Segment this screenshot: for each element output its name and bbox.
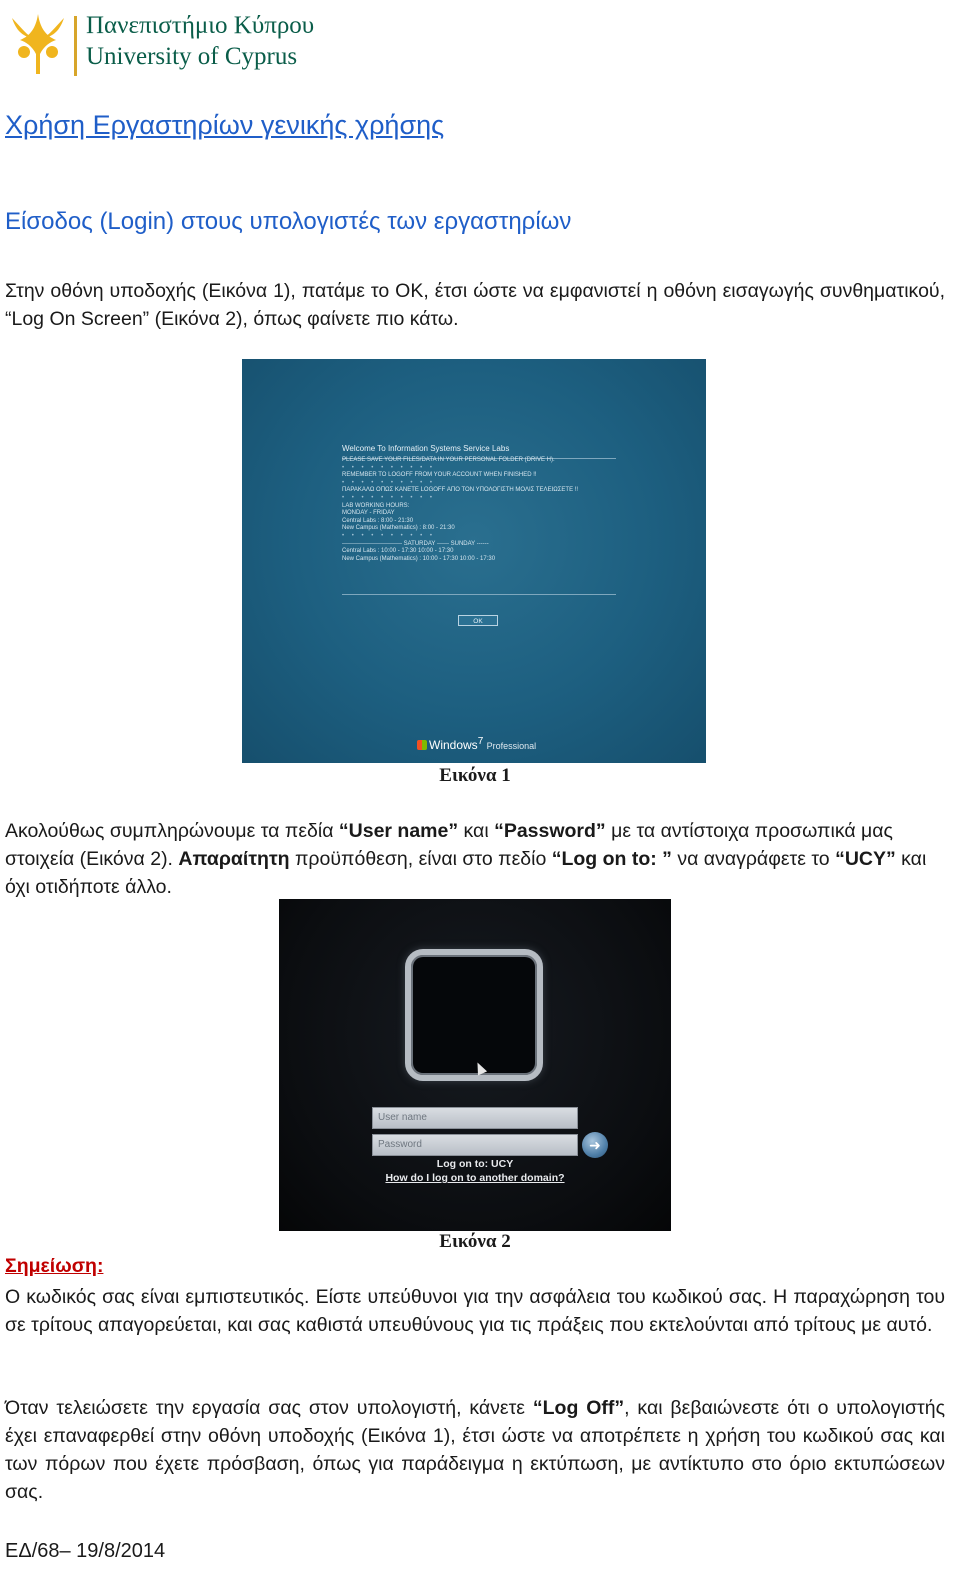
text-run: και	[458, 820, 495, 842]
text-run: Ακολούθως συμπληρώνουμε τα πεδία	[5, 820, 339, 842]
section-heading: Είσοδος (Login) στους υπολογιστές των εργαστηρίων	[5, 208, 572, 235]
welcome-line-greek: ΠΑΡΑΚΑΛΩ ΟΠΩΣ ΚΑΝΕΤΕ LOGOFF ΑΠΟ ΤΟΝ ΥΠΟΛΟΓΙΣΤΗ ΜΟΛΙΣ ΤΕΛΕΙΩΣΕΤΕ !!	[342, 487, 579, 494]
submit-arrow-icon[interactable]: ➜	[582, 1132, 608, 1158]
username-input[interactable]: User name	[372, 1107, 578, 1129]
bold-run: “Password”	[494, 820, 606, 842]
hours-weekdays: MONDAY - FRIDAY	[342, 510, 395, 517]
logo-greek-name: Πανεπιστήμιο Κύπρου	[86, 12, 315, 39]
intro-paragraph: Στην οθόνη υποδοχής (Εικόνα 1), πατάμε το ΟΚ, έτσι ώστε να εμφανιστεί η οθόνη εισαγωγής συνθηματικού, “Log On Screen” (Εικόνα 2), όπως φαίνετε πιο κάτω.	[5, 280, 945, 330]
figure1-caption: Εικόνα 1	[439, 765, 511, 786]
dialog-bottom-rule	[342, 594, 616, 595]
windows-edition: Professional	[486, 741, 537, 751]
password-input[interactable]: Password	[372, 1134, 578, 1156]
dots-separator: • • • • • • • • • •	[342, 479, 436, 486]
windows-logo-icon	[417, 740, 427, 750]
logo-divider	[74, 16, 77, 76]
bold-run: “UCY”	[835, 848, 896, 870]
document-footer: ΕΔ/68– 19/8/2014	[5, 1540, 166, 1562]
welcome-line-logoff: REMEMBER TO LOGOFF FROM YOUR ACCOUNT WHEN FINISHED !!	[342, 472, 537, 479]
ok-button[interactable]: OK	[458, 615, 498, 626]
dots-separator: • • • • • • • • • •	[342, 532, 436, 539]
hours-newcampus-weekday: New Campus (Mathematics) : 8:00 - 21:30	[342, 525, 455, 532]
login-instructions-paragraph	[5, 817, 945, 901]
page-title: Χρήση Εργαστηρίων γενικής χρήσης	[5, 110, 445, 140]
windows-brand	[417, 736, 536, 752]
figure-welcome-screen	[242, 359, 706, 763]
figure2-caption: Εικόνα 2	[439, 1231, 511, 1252]
dots-separator: • • • • • • • • • •	[342, 464, 436, 471]
ucy-crest-icon	[6, 8, 70, 78]
logo-text	[86, 10, 314, 72]
hours-central-weekday: Central Labs : 8:00 - 21:30	[342, 517, 414, 524]
other-domain-link[interactable]: How do I log on to another domain?	[385, 1172, 565, 1184]
dots-separator: • • • • • • • • • •	[342, 494, 436, 501]
text-run: , και βεβαιώνεστε ότι ο υπολογιστής έχει επαναφερθεί στην οθόνη υποδοχής (Εικόνα 1), έτσι ώστε να αποτρέπετε η χρήση του κωδικού σας και των πόρων που έχετε πρόσβαση, όπως για παράδειγμα η εκτύπωση, με αντίκτυπο στο όριο εκτυπώσεων σας.	[5, 1397, 945, 1503]
text-run: με τα αντίστοιχα προσωπικά μας στοιχεία (Εικόνα 2).	[5, 820, 893, 870]
hours-title: LAB WORKING HOURS:	[342, 502, 410, 509]
logo-english-name: University of Cyprus	[86, 43, 298, 70]
welcome-dialog	[342, 443, 616, 563]
bold-run: Απαραίτητη	[178, 848, 290, 870]
windows-word: Windows	[429, 738, 478, 752]
user-picture-frame	[405, 949, 543, 1081]
figure-login-screen	[279, 899, 671, 1231]
text-run: να αναγράφετε το	[671, 848, 836, 870]
bold-run: “Log on to: ”	[551, 848, 672, 870]
logon-to-label: Log on to: UCY	[436, 1158, 514, 1170]
welcome-dialog-title: Welcome To Information Systems Service Labs	[342, 444, 510, 453]
text-run: προϋπόθεση, είναι στο πεδίο	[289, 848, 552, 870]
text-run: και όχι οτιδήποτε άλλο.	[5, 848, 927, 898]
university-logo	[4, 6, 334, 82]
note-paragraph: Ο κωδικός σας είναι εμπιστευτικός. Είστε υπεύθυνοι για την ασφάλεια του κωδικού σας. Η παραχώρηση του σε τρίτους απαγορεύεται, και σας καθιστά υπευθύνους για τις πράξεις που εκτελούνται από τρίτους με αυτό.	[5, 1286, 945, 1336]
text-run: Όταν τελειώσετε την εργασία σας στον υπολογιστή, κάνετε	[5, 1397, 533, 1419]
hours-newcampus-weekend: New Campus (Mathematics) : 10:00 - 17:30 10:00 - 17:30	[342, 555, 496, 562]
bold-run: “User name”	[338, 820, 459, 842]
welcome-line-save: PLEASE SAVE YOUR FILES/DATA IN YOUR PERSONAL FOLDER (DRIVE H).	[342, 457, 555, 463]
logoff-paragraph	[5, 1394, 945, 1506]
windows-version: 7	[477, 736, 484, 747]
note-label: Σημείωση:	[5, 1255, 104, 1277]
hours-weekend-header: ------------------------------ SATURDAY ------ SUNDAY ------	[342, 540, 489, 547]
hours-central-weekend: Central Labs : 10:00 - 17:30 10:00 - 17:30	[342, 548, 454, 555]
bold-run: “Log Off”	[532, 1397, 625, 1419]
